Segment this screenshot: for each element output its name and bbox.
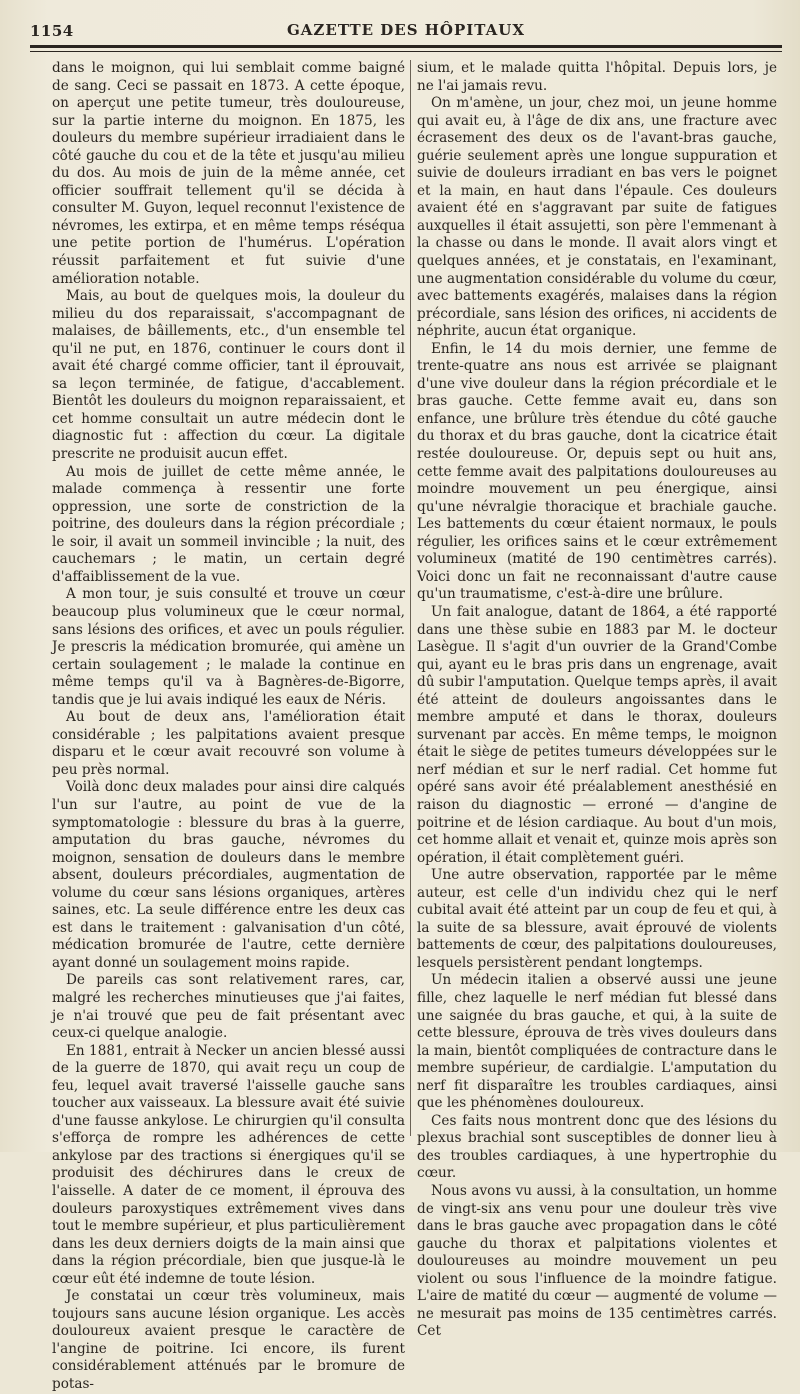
paragraph: dans le moignon, qui lui semblait comme baigné de sang. Ceci se passait en 1873. A cette époque, on aperçut une petite tumeur, très douloureuse, sur la partie interne du moignon. En 1875, les douleurs du membre supérieur irradiaient dans le côté gauche du cou et de la tête et jusqu'au milieu du dos. Au mois de juin de la même année, cet officier souffrait tellement qu'il se décida à consulter M. Guyon, lequel reconnut l'existence de névromes, les extirpa, et en même temps réséqua une petite portion de l'humérus. L'opération réussit parfaitement et fut suivie d'une amélioration notable.	[52, 60, 405, 287]
article-columns	[52, 60, 778, 1393]
paragraph: Ces faits nous montrent donc que des lésions du plexus brachial sont susceptibles de donner lieu à des troubles cardiaques, à une hypertrophie du cœur.	[417, 1112, 777, 1182]
paragraph: sium, et le malade quitta l'hôpital. Depuis lors, je ne l'ai jamais revu.	[417, 60, 777, 94]
paragraph: Au mois de juillet de cette même année, le malade commença à ressentir une forte oppression, une sorte de constriction de la poitrine, des douleurs dans la région précordiale ; le soir, il avait un sommeil invincible ; la nuit, des cauchemars ; le matin, un certain degré d'affaiblissement de la vue.	[52, 463, 405, 585]
paragraph: Une autre observation, rapportée par le même auteur, est celle d'un individu chez qui le nerf cubital avait été atteint par un coup de feu et qui, à la suite de sa blessure, avait éprouvé de violents battements de cœur, des palpitations douloureuses, lesquels persistèrent pendant longtemps.	[417, 867, 777, 971]
paragraph: De pareils cas sont relativement rares, car, malgré les recherches minutieuses que j'ai faites, je n'ai trouvé que peu de fait présentant avec ceux-ci quelque analogie.	[52, 972, 405, 1042]
paragraph: Nous avons vu aussi, à la consultation, un homme de vingt-six ans venu pour une douleur très vive dans le bras gauche avec propagation dans le côté gauche du thorax et palpitations violentes et douloureuses au moindre mouvement un peu violent ou sous l'influence de la moindre fatigue. L'aire de matité du cœur — augmenté de volume — ne mesurait pas moins de 135 centimètres carrés. Cet	[417, 1183, 777, 1340]
paragraph: Au bout de deux ans, l'amélioration était considérable ; les palpitations avaient presque disparu et le cœur avait recouvré son volume à peu près normal.	[52, 709, 405, 778]
paragraph: A mon tour, je suis consulté et trouve un cœur beaucoup plus volumineux que le cœur normal, sans lésions des orifices, et avec un pouls régulier. Je prescris la médication bromurée, qui amène un certain soulagement ; le malade la continue en même temps qu'il va à Bagnères-de-Bigorre, tandis que je lui avais indiqué les eaux de Néris.	[52, 586, 405, 708]
page-header	[30, 18, 782, 44]
header-rule-thin	[30, 51, 782, 52]
paragraph: Je constatai un cœur très volumineux, mais toujours sans aucune lésion organique. Les accès douloureux avaient presque le caractère de l'angine de poitrine. Ici encore, ils furent considérablement atténués par le bromure de potas-	[52, 1288, 405, 1393]
header-rule-thick	[30, 45, 782, 48]
column-divider	[410, 60, 411, 1136]
paragraph: En 1881, entrait à Necker un ancien blessé aussi de la guerre de 1870, qui avait reçu un coup de feu, lequel avait traversé l'aisselle gauche sans toucher aux vaisseaux. La blessure avait été suivie d'une fausse ankylose. Le chirurgien qu'il consulta s'efforça de rompre les adhérences de cette ankylose par des tractions si énergiques qu'il se produisit des déchirures dans le creux de l'aisselle. A dater de ce moment, il éprouva des douleurs paroxystiques extrêmement vives dans tout le membre supérieur, et plus particulièrement dans les deux derniers doigts de la main ainsi que dans la région précordiale, bien que jusque-là le cœur eût été indemne de toute lésion.	[52, 1042, 405, 1287]
page-number: 1154	[30, 22, 74, 40]
paragraph: Un fait analogue, datant de 1864, a été rapporté dans une thèse subie en 1883 par M. le docteur Lasègue. Il s'agit d'un ouvrier de la Grand'Combe qui, ayant eu le bras pris dans un engrenage, avait dû subir l'amputation. Quelque temps après, il avait été atteint de douleurs angoissantes dans le membre amputé et dans le thorax, douleurs survenant par accès. En même temps, le moignon était le siège de petites tumeurs développées sur le nerf médian et sur le nerf radial. Cet homme fut opéré sans avoir été préalablement anesthésié en raison du diagnostic — erroné — d'angine de poitrine et de lésion cardiaque. Au bout d'un mois, cet homme allait et venait et, quinze mois après son opération, il était complètement guéri.	[417, 603, 777, 866]
paragraph: Enfin, le 14 du mois dernier, une femme de trente-quatre ans nous est arrivée se plaignant d'une vive douleur dans la région précordiale et le bras gauche. Cette femme avait eu, dans son enfance, une brûlure très étendue du côté gauche du thorax et du bras gauche, dont la cicatrice était restée douloureuse. Or, depuis sept ou huit ans, cette femme avait des palpitations douloureuses au moindre mouvement un peu énergique, ainsi qu'une névralgie thoracique et brachiale gauche. Les battements du cœur étaient normaux, le pouls régulier, les orifices sains et le cœur extrêmement volumineux (matité de 190 centimètres carrés). Voici donc un fait ne reconnaissant d'autre cause qu'un traumatisme, c'est-à-dire une brûlure.	[417, 340, 777, 603]
paragraph: Voilà donc deux malades pour ainsi dire calqués l'un sur l'autre, au point de vue de la symptomatologie : blessure du bras à la guerre, amputation du bras gauche, névromes du moignon, sensation de douleurs dans le membre absent, douleurs précordiales, augmentation de volume du cœur sans lésions organiques, artères saines, etc. La seule différence entre les deux cas est dans le traitement : galvanisation d'un côté, médication bromurée de l'autre, cette dernière ayant donné un soulagement moins rapide.	[52, 779, 405, 971]
left-column	[52, 60, 405, 1394]
paragraph: Un médecin italien a observé aussi une jeune fille, chez laquelle le nerf médian fut blessé dans une saignée du bras gauche, et qui, à la suite de cette blessure, éprouva de très vives douleurs dans la main, bientôt compliquées de contracture dans le membre supérieur, de cardialgie. L'amputation du nerf fit disparaître les troubles cardiaques, ainsi que les phénomènes douloureux.	[417, 972, 777, 1112]
paragraph: Mais, au bout de quelques mois, la douleur du milieu du dos reparaissait, s'accompagnant de malaises, de bâillements, etc., d'un ensemble tel qu'il ne put, en 1876, continuer le cours dont il avait été chargé comme officier, tant il éprouvait, sa leçon terminée, de fatigue, d'accablement. Bientôt les douleurs du moignon reparaissaient, et cet homme consultait un autre médecin dont le diagnostic fut : affection du cœur. La digitale prescrite ne produisit aucun effet.	[52, 288, 405, 463]
paragraph: On m'amène, un jour, chez moi, un jeune homme qui avait eu, à l'âge de dix ans, une fracture avec écrasement des deux os de l'avant-bras gauche, guérie seulement après une longue suppuration et suivie de douleurs irradiant en bas vers le poignet et la main, en haut dans l'épaule. Ces douleurs avaient été en s'aggravant par suite de fatigues auxquelles il était assujetti, son père l'emmenant à la chasse ou dans le monde. Il avait alors vingt et quelques années, et je constatais, en l'examinant, une augmentation considérable du volume du cœur, avec battements exagérés, malaises dans la région précordiale, sans lésion des orifices, ni accidents de néphrite, aucun état organique.	[417, 95, 777, 340]
journal-title: GAZETTE DES HÔPITAUX	[286, 21, 525, 39]
right-column	[417, 60, 777, 1341]
